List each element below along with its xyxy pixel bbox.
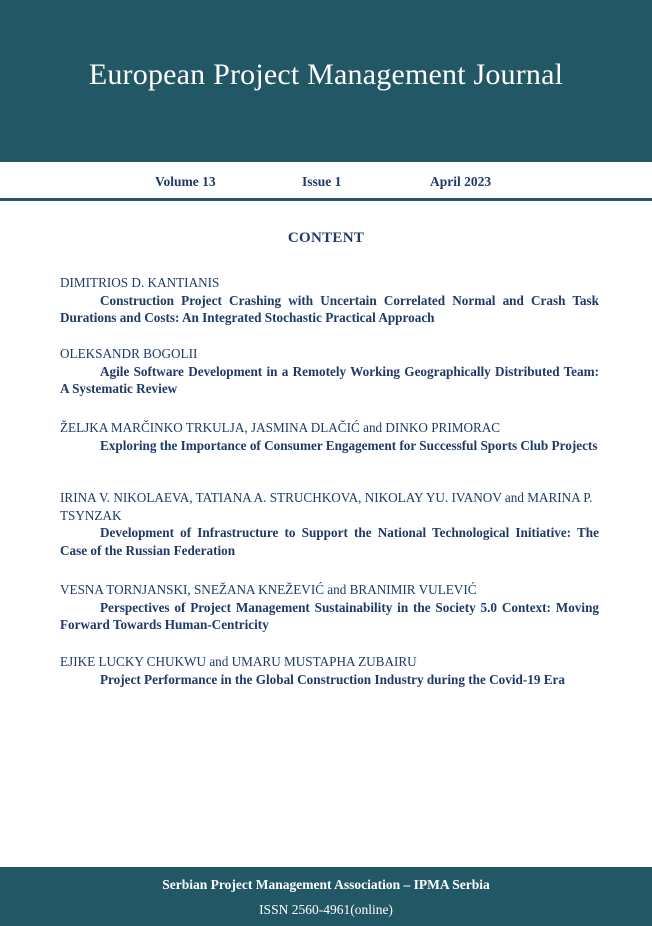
article-authors: DIMITRIOS D. KANTIANIS [60,275,220,290]
issue-divider [0,198,652,201]
issn-label: ISSN 2560-4961(online) [259,902,393,917]
article-entry[interactable] [60,653,599,688]
issue-label: Issue 1 [302,174,342,189]
article-entry[interactable] [60,581,599,634]
article-entry[interactable] [60,274,599,327]
article-entry[interactable] [60,345,599,398]
association-name: Serbian Project Management Association – IPMA Serbia [162,877,490,892]
article-authors: IRINA V. NIKOLAEVA, TATIANA A. STRUCHKOVA, NIKOLAY YU. IVANOV and MARINA P. TSYNZAK [60,490,593,523]
article-title[interactable]: Perspectives of Project Management Sustainability in the Society 5.0 Context: Moving Forward Towards Human-Centricity [60,599,599,632]
article-authors: ŽELJKA MARČINKO TRKULJA, JASMINA DLAČIĆ and DINKO PRIMORAC [60,420,501,435]
article-authors: OLEKSANDR BOGOLII [60,346,198,361]
article-authors: VESNA TORNJANSKI, SNEŽANA KNEŽEVIĆ and BRANIMIR VULEVIĆ [60,582,477,597]
article-entry[interactable] [60,419,599,454]
journal-title: European Project Management Journal [88,58,564,91]
date-label: April 2023 [430,174,492,189]
journal-header [0,0,652,161]
article-title[interactable]: Exploring the Importance of Consumer Engagement for Successful Sports Club Projects [100,437,598,453]
article-title[interactable]: Agile Software Development in a Remotely Working Geographically Distributed Team: A Systematic Review [60,363,599,396]
article-title[interactable]: Development of Infrastructure to Support the National Technological Initiative: The Case of the Russian Federation [60,525,599,558]
journal-footer [0,867,652,926]
article-title[interactable]: Project Performance in the Global Construction Industry during the Covid-19 Era [100,671,565,687]
issue-bar [0,161,652,198]
volume-label: Volume 13 [155,174,216,189]
article-authors: EJIKE LUCKY CHUKWU and UMARU MUSTAPHA ZUBAIRU [60,654,417,669]
content-heading: CONTENT [287,230,365,246]
article-title[interactable]: Construction Project Crashing with Uncertain Correlated Normal and Crash Task Durations and Costs: An Integrated Stochastic Practical Approach [60,292,599,325]
article-entry[interactable] [60,489,599,559]
